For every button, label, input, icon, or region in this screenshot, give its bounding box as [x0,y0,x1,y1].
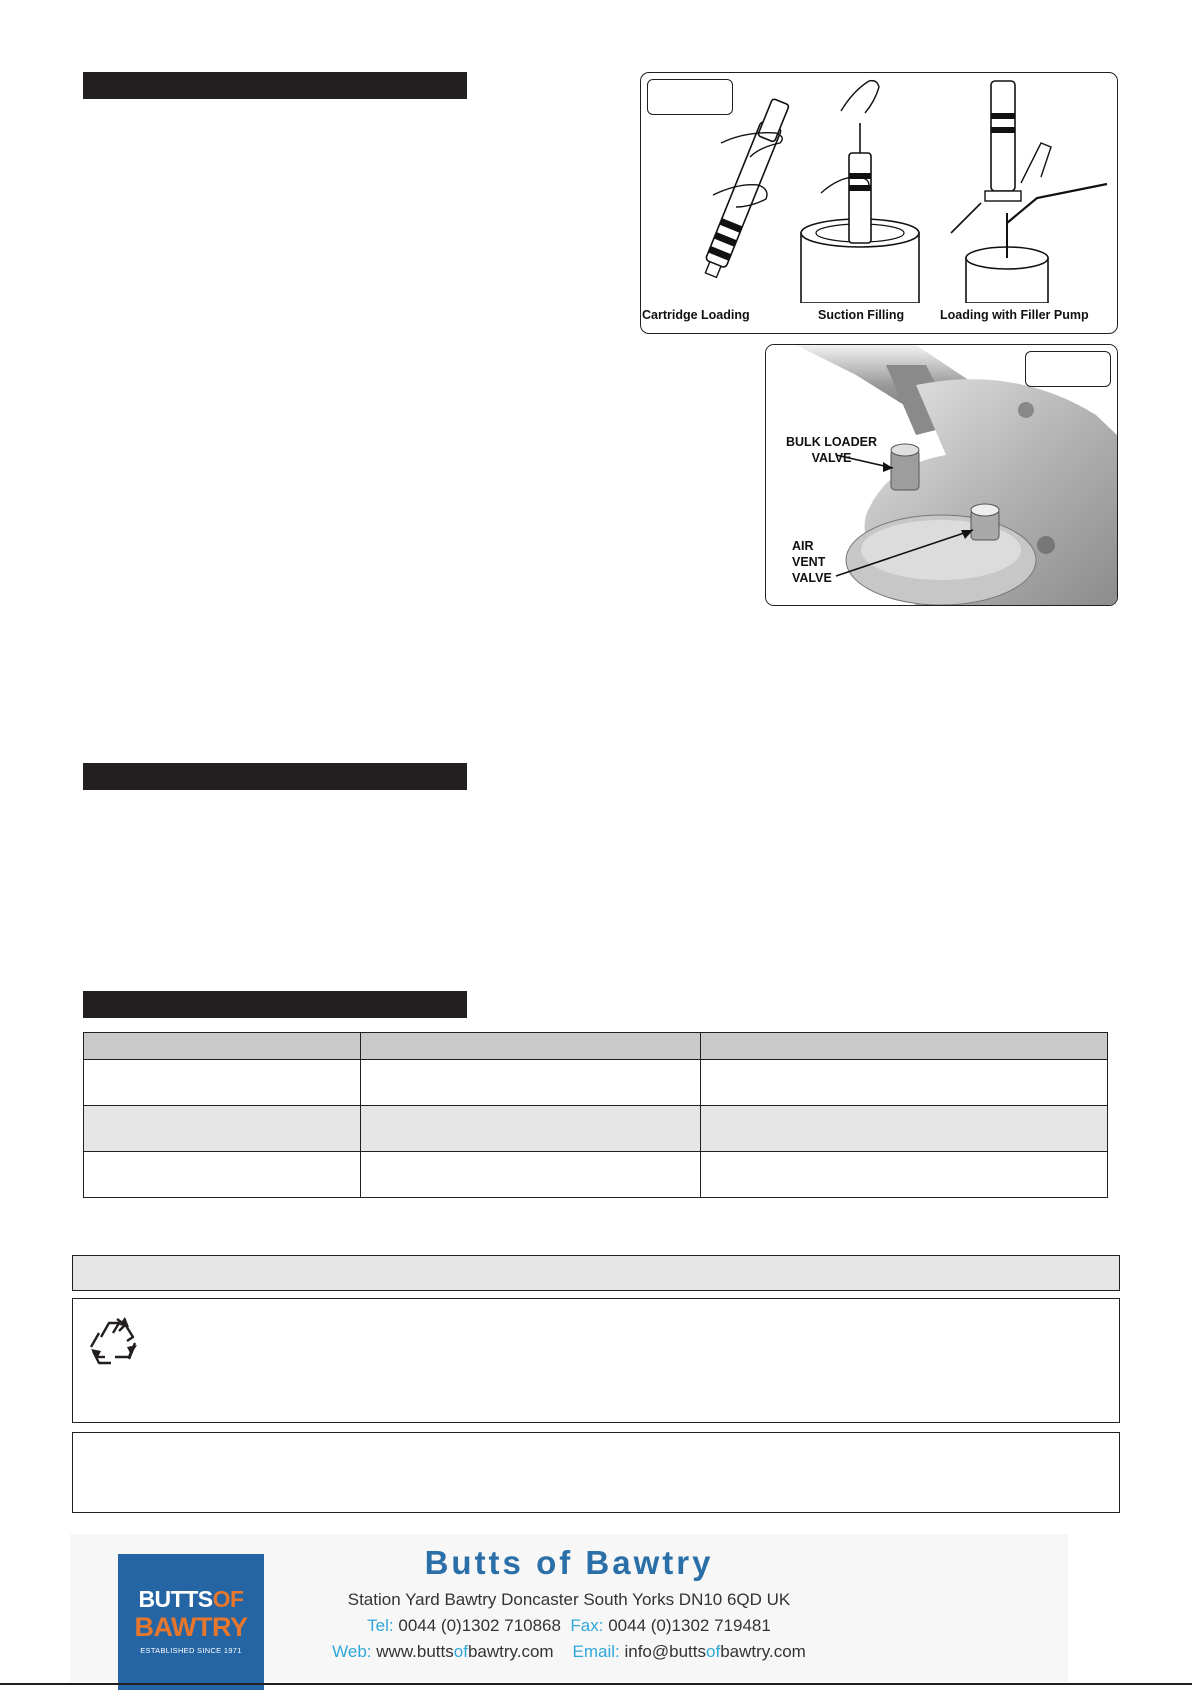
logo-line-1: BUTTSOF [138,1586,244,1612]
table-cell [84,1106,361,1152]
figure-loading-methods [640,72,1118,334]
caption-loading-with-filler-pump: Loading with Filler Pump [940,308,1089,322]
tel-number[interactable]: 0044 (0)1302 710868 [398,1616,561,1635]
company-name: Butts of Bawtry [424,1544,714,1581]
table-header-cell [84,1033,361,1060]
table-header-cell [701,1033,1108,1060]
notice-banner [72,1255,1120,1291]
table-cell [84,1060,361,1106]
table-row [84,1106,1108,1152]
table-row [84,1060,1108,1106]
table-cell [361,1152,701,1198]
fax-number: 0044 (0)1302 719481 [608,1616,771,1635]
fax-label: Fax: [570,1616,604,1635]
recycling-notice-box [72,1298,1120,1423]
table-cell [701,1106,1108,1152]
logo-line-3: ESTABLISHED SINCE 1971 [140,1646,242,1655]
company-web-email [70,1642,1068,1662]
section-header-bar-1 [83,72,467,99]
email-link[interactable]: info@buttsofbawtry.com [624,1642,806,1661]
disclaimer-box [72,1432,1120,1513]
website-link[interactable]: www.buttsofbawtry.com [376,1642,554,1661]
figure-number-tag-2 [1025,351,1111,387]
figure-valves [765,344,1118,606]
callout-bulk-loader-valve: BULK LOADER VALVE [786,435,877,465]
recycle-icon [83,1311,145,1371]
email-label: Email: [572,1642,620,1661]
table-cell [701,1152,1108,1198]
table-cell [361,1060,701,1106]
company-address: Station Yard Bawtry Doncaster South Yorks DN10 6QD UK [347,1590,791,1609]
table-cell [84,1152,361,1198]
caption-suction-filling: Suction Filling [818,308,905,322]
loading-methods-illustration [641,73,1117,303]
section-header-bar-3 [83,991,467,1018]
table-header-row [84,1033,1108,1060]
tel-label: Tel: [367,1616,394,1635]
logo-line-2: BAWTRY [134,1612,248,1642]
table-cell [701,1060,1108,1106]
table-header-cell [361,1033,701,1060]
callout-air-vent-valve: AIR VENT VALVE [792,539,832,585]
section-header-bar-2 [83,763,467,790]
table-cell [361,1106,701,1152]
web-label: Web: [332,1642,372,1661]
data-table [83,1032,1108,1198]
table-row [84,1152,1108,1198]
company-phone-fax [70,1616,1068,1636]
company-footer [70,1534,1068,1682]
caption-cartridge-loading: Cartridge Loading [642,308,750,322]
